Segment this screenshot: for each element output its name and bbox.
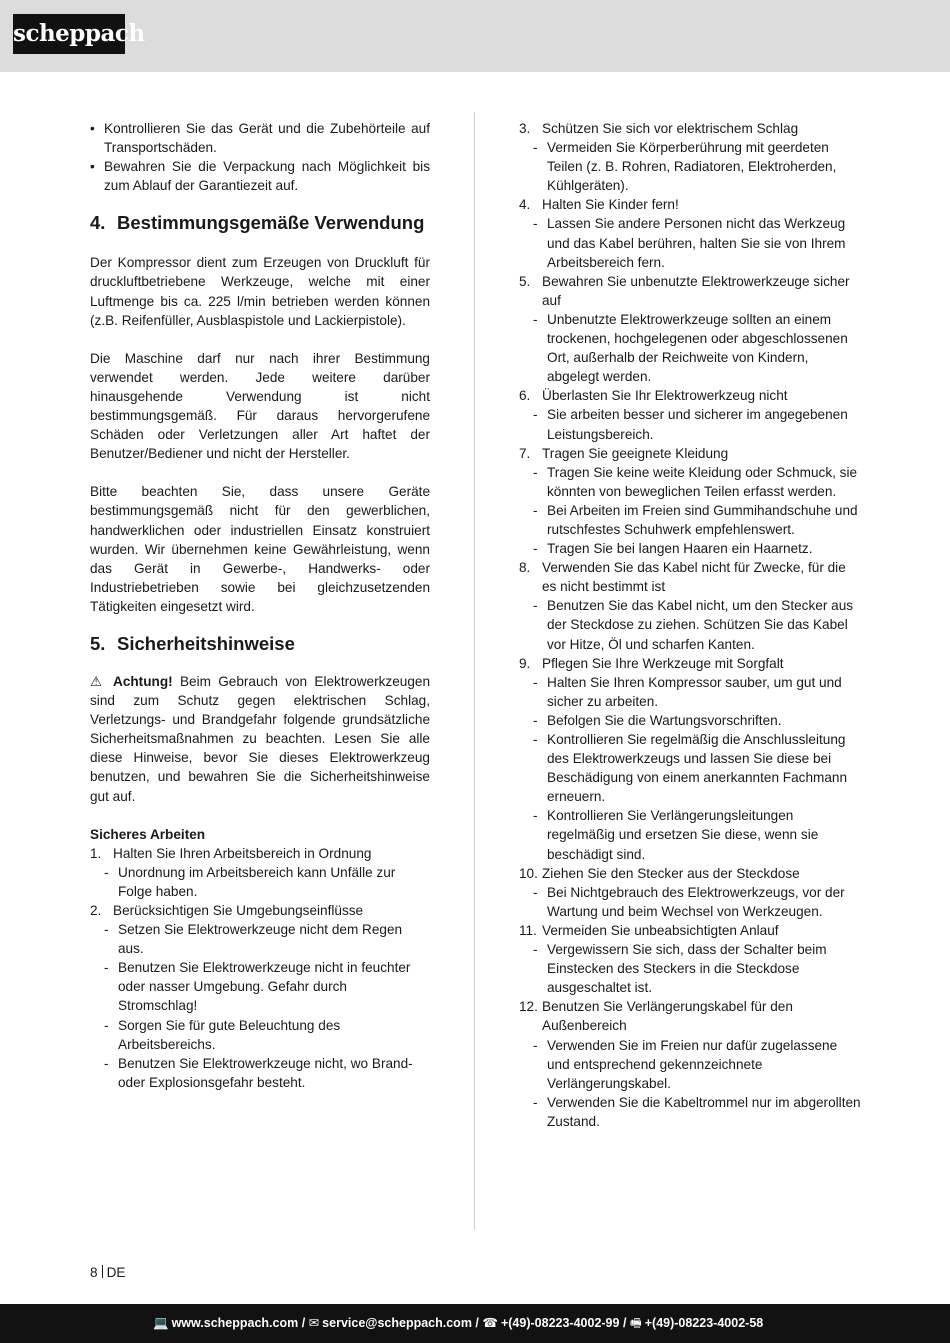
right-column: [519, 119, 861, 1131]
sub-list-item: - Vergewissern Sie sich, dass der Schalter beim Einstecken des Steckers in die Steckdose ausgeschaltet ist.: [533, 942, 827, 996]
sub-list-item: - Bei Nichtgebrauch des Elektrowerkzeugs, vor der Wartung und beim Wechsel von Werkzeugen.: [533, 884, 845, 919]
list-item: 12. Benutzen Sie Verlängerungskabel für den Außenbereich: [519, 999, 793, 1034]
section-4-heading: 4. Bestimmungsgemäße Verwendung: [90, 212, 425, 234]
header-bar: [0, 0, 950, 72]
sub-list-item: - Benutzen Sie Elektrowerkzeuge nicht, wo Brand- oder Explosionsgefahr besteht.: [104, 1055, 413, 1090]
warning-icon: ⚠: [90, 673, 106, 689]
phone-number: +(49)-08223-4002-99: [500, 1316, 620, 1330]
sub-list-item: - Vermeiden Sie Körperberührung mit geerdeten Teilen (z. B. Rohren, Radiatoren, Elektroherden, Kühlgeräten).: [533, 140, 837, 194]
section-5-heading: 5. Sicherheitshinweise: [90, 632, 295, 654]
warning-paragraph: ⚠ Achtung! Beim Gebrauch von Elektrowerkzeugen sind zum Schutz gegen elektrischen Schlag, Verletzungs- und Brandgefahr folgende grundsätzliche Sicherheitsmaßnahmen zu beachten. Lesen Sie alle diese Hinweise, bevor Sie dieses Elektrowerkzeug benutzen, und bewahren Sie die Sicherheitshinweise gut auf.: [90, 673, 431, 804]
list-item: 9. Pflegen Sie Ihre Werkzeuge mit Sorgfalt: [519, 655, 784, 671]
list-item: 1. Halten Sie Ihren Arbeitsbereich in Ordnung: [90, 845, 372, 861]
sub-list-item: - Tragen Sie bei langen Haaren ein Haarnetz.: [533, 541, 813, 557]
paragraph: Der Kompressor dient zum Erzeugen von Druckluft für druckluftbetriebene Werkzeuge, welche mit einer Luftmenge bis ca. 225 l/min betrieben werden können (z.B. Reifenfüller, Ausblaspistole und Lackierpistole).: [90, 255, 430, 328]
sub-list-item: - Sorgen Sie für gute Beleuchtung des Arbeitsbereichs.: [104, 1017, 341, 1052]
fax-icon: 🖷: [629, 1316, 642, 1330]
list-item: 10. Ziehen Sie den Stecker aus der Steckdose: [519, 865, 800, 881]
list-item: 2. Berücksichtigen Sie Umgebungseinflüsse: [90, 903, 364, 918]
list-item: 6. Überlasten Sie Ihr Elektrowerkzeug nicht: [519, 388, 788, 404]
sub-list-item: - Setzen Sie Elektrowerkzeuge nicht dem Regen aus.: [104, 922, 403, 957]
page-number: 8 DE: [90, 1265, 126, 1280]
paragraph: Bitte beachten Sie, dass unsere Geräte bestimmungsgemäß nicht für den gewerblichen, handwerklichen oder industriellen Einsatz konstruiert wurden. Wir übernehmen keine Gewährleistung, wenn das Gerät in Gewerbe-, Handwerks- oder Industriebetrieben sowie bei gleichzusetzenden Tätigkeiten eingesetzt wird.: [90, 484, 430, 614]
sub-list-item: - Verwenden Sie im Freien nur dafür zugelassene und entsprechend gekennzeichnete Verlängerungskabel.: [533, 1037, 838, 1091]
email-link[interactable]: service@scheppach.com: [322, 1316, 472, 1330]
bullet-item: • Bewahren Sie die Verpackung nach Möglichkeit bis zum Ablauf der Garantiezeit auf.: [90, 159, 430, 194]
bullet-icon: •: [90, 159, 95, 175]
sub-list-item: - Benutzen Sie das Kabel nicht, um den Stecker aus der Steckdose zu ziehen. Schützen Sie das Kabel vor Hitze, Öl und scharfen Kanten.: [533, 598, 854, 652]
phone-icon: ☎: [482, 1316, 498, 1330]
column-divider: [474, 112, 475, 1230]
sub-list-item: - Kontrollieren Sie Verlängerungsleitungen regelmäßig und ersetzen Sie diese, wenn sie beschädigt sind.: [533, 808, 819, 862]
footer-contact-bar: [0, 1304, 950, 1343]
mail-icon: ✉: [308, 1316, 320, 1330]
computer-icon: 💻: [153, 1316, 169, 1330]
fax-number: +(49)-08223-4002-58: [644, 1316, 764, 1330]
sub-list-item: - Bei Arbeiten im Freien sind Gummihandschuhe und rutschfestes Schuhwerk empfehlenswert.: [533, 502, 858, 537]
bullet-item: • Kontrollieren Sie das Gerät und die Zubehörteile auf Transportschäden.: [90, 121, 430, 156]
sub-list-item: - Unordnung im Arbeitsbereich kann Unfälle zur Folge haben.: [104, 864, 396, 899]
sub-list-item: - Verwenden Sie die Kabeltrommel nur im abgerollten Zustand.: [533, 1094, 861, 1129]
list-item: 8. Verwenden Sie das Kabel nicht für Zwecke, für die es nicht bestimmt ist: [519, 560, 846, 595]
sub-list-item: - Halten Sie Ihren Kompressor sauber, um gut und sicher zu arbeiten.: [533, 674, 842, 709]
left-column: [90, 119, 430, 1092]
sub-list-item: - Benutzen Sie Elektrowerkzeuge nicht in feuchter oder nasser Umgebung. Gefahr durch Stromschlag!: [104, 960, 411, 1014]
sub-list-item: - Tragen Sie keine weite Kleidung oder Schmuck, sie könnten von beweglichen Teilen erfasst werden.: [533, 464, 858, 499]
list-item: 11. Vermeiden Sie unbeabsichtigten Anlauf: [519, 922, 779, 938]
sub-list-item: - Sie arbeiten besser und sicherer im angegebenen Leistungsbereich.: [533, 407, 848, 442]
list-item: 4. Halten Sie Kinder fern!: [519, 197, 679, 213]
subheading: Sicheres Arbeiten: [90, 826, 206, 842]
list-item: 7. Tragen Sie geeignete Kleidung: [519, 445, 729, 461]
sub-list-item: - Lassen Sie andere Personen nicht das Werkzeug und das Kabel berühren, halten Sie sie von Ihrem Arbeitsbereich fern.: [533, 216, 846, 270]
scheppach-logo: scheppach: [13, 14, 125, 54]
sub-list-item: - Befolgen Sie die Wartungsvorschriften.: [533, 712, 782, 728]
paragraph: Die Maschine darf nur nach ihrer Bestimmung verwendet werden. Jede weitere darüber hinausgehende Verwendung ist nicht bestimmungsgemäß. Für daraus hervorgerufene Schäden oder Verletzungen aller Art haftet der Benutzer/Bediener und nicht der Hersteller.: [90, 350, 430, 462]
website-link[interactable]: www.scheppach.com: [171, 1316, 299, 1330]
bullet-icon: •: [90, 121, 95, 136]
sub-list-item: - Unbenutzte Elektrowerkzeuge sollten an einem trockenen, hochgelegenen oder abgeschlossenen Ort, außerhalb der Reichweite von Kindern, abgelegt werden.: [533, 311, 848, 385]
list-item: 5. Bewahren Sie unbenutzte Elektrowerkzeuge sicher auf: [519, 273, 850, 308]
list-item: 3. Schützen Sie sich vor elektrischem Schlag: [519, 121, 799, 136]
sub-list-item: - Kontrollieren Sie regelmäßig die Anschlussleitung des Elektrowerkzeugs und lassen Sie diese bei Beschädigung von einem anerkannten Fachmann erneuern.: [533, 732, 848, 805]
footer-contact: 💻 www.scheppach.com / ✉ service@scheppach.com / ☎ +(49)-08223-4002-99 / 🖷 +(49)-08223-4002-58: [153, 1304, 763, 1343]
warning-label: Achtung!: [113, 673, 173, 689]
